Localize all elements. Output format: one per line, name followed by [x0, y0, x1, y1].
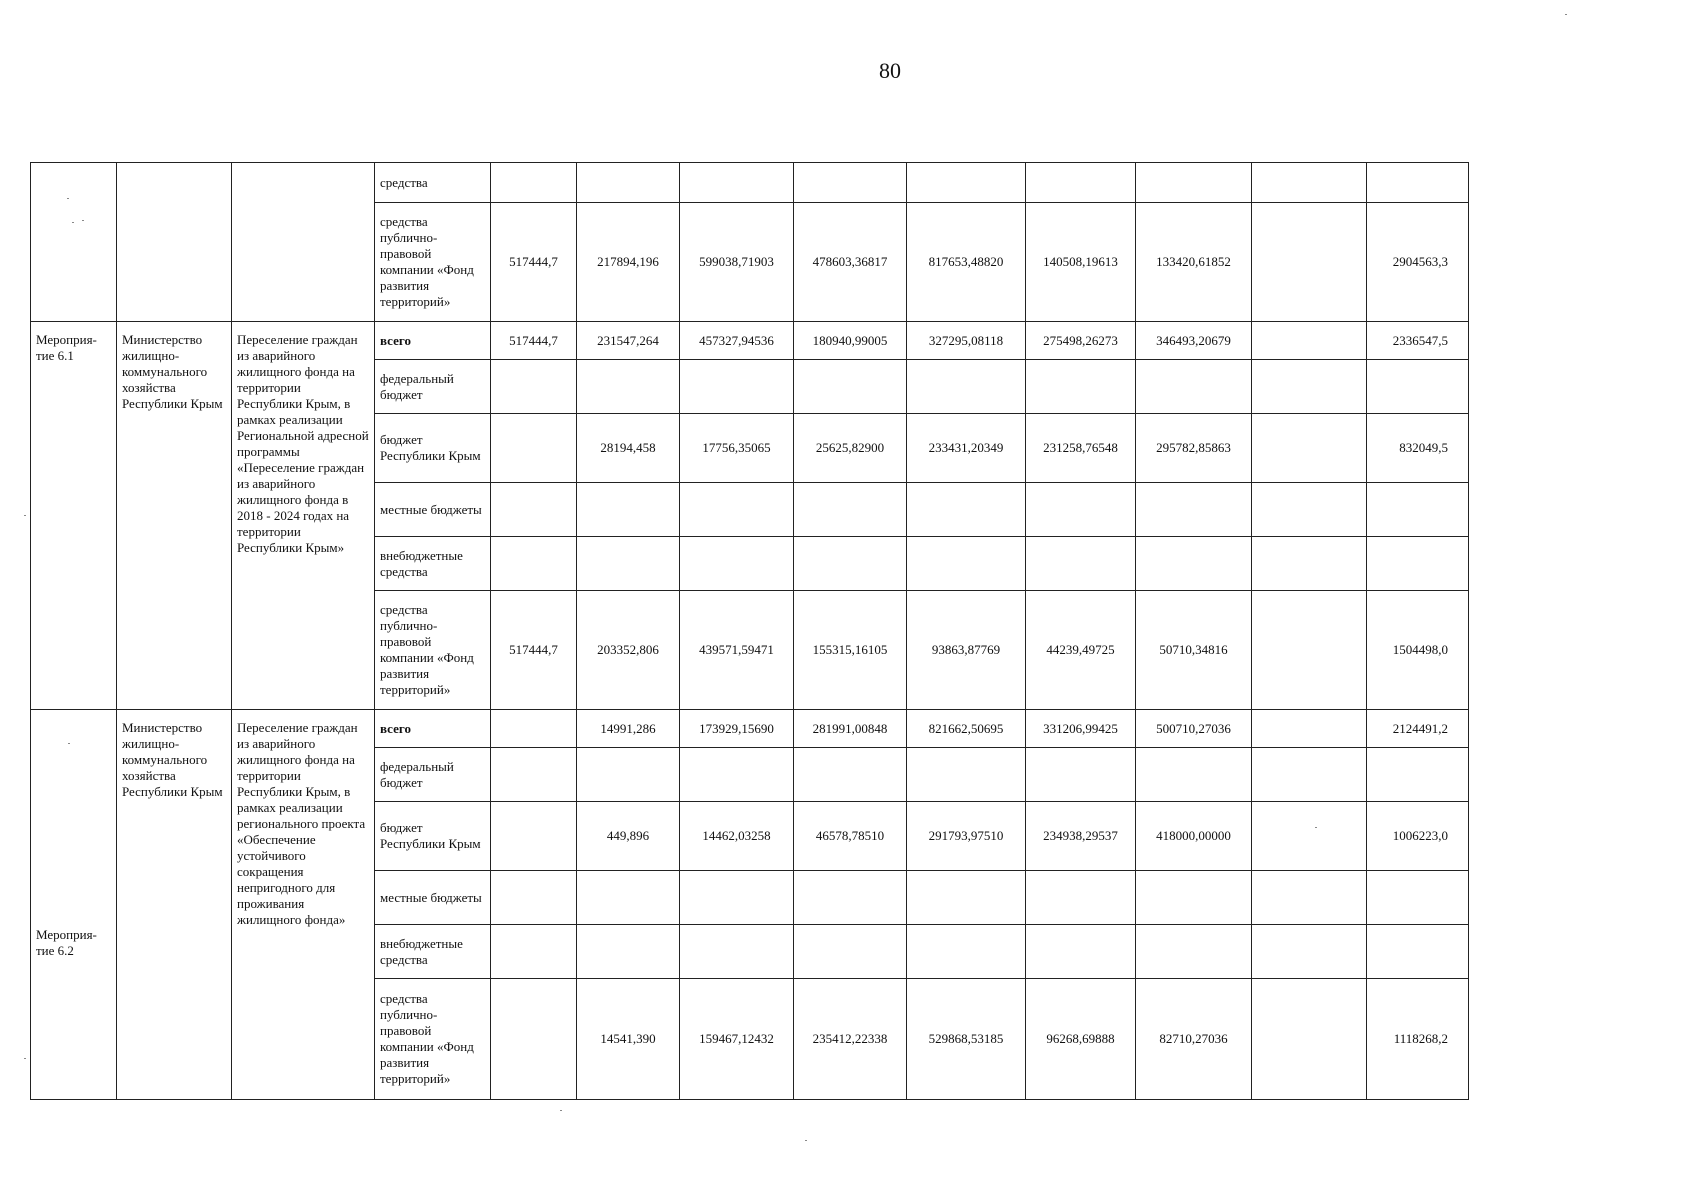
scan-speck [82, 220, 84, 221]
amount-cell [491, 710, 577, 748]
funding-source: средства публично-правовой компании «Фонд развития территорий» [375, 591, 491, 710]
amount-cell: 14991,286 [577, 710, 680, 748]
amount-cell: 418000,00000 [1136, 802, 1252, 871]
total-cell [1367, 163, 1469, 203]
funding-source: местные бюджеты [375, 483, 491, 537]
amount-cell: 234938,29537 [1026, 802, 1136, 871]
amount-cell: 46578,78510 [794, 802, 907, 871]
measure-label: Мероприя-тие 6.1 [31, 322, 117, 710]
amount-cell: 159467,12432 [680, 979, 794, 1100]
amount-cell: 17756,35065 [680, 414, 794, 483]
amount-cell [491, 802, 577, 871]
amount-cell [794, 925, 907, 979]
funding-source: местные бюджеты [375, 871, 491, 925]
amount-cell [1136, 483, 1252, 537]
total-cell: 832049,5 [1367, 414, 1469, 483]
total-cell: 1504498,0 [1367, 591, 1469, 710]
total-cell [1367, 483, 1469, 537]
amount-cell: 517444,7 [491, 591, 577, 710]
total-cell [1367, 871, 1469, 925]
amount-cell [680, 360, 794, 414]
amount-cell [1026, 163, 1136, 203]
amount-cell [907, 537, 1026, 591]
amount-cell [491, 537, 577, 591]
funding-source: внебюджетные средства [375, 925, 491, 979]
amount-cell [907, 748, 1026, 802]
amount-cell: 275498,26273 [1026, 322, 1136, 360]
amount-cell [1026, 537, 1136, 591]
scan-speck [560, 1110, 562, 1111]
total-cell: 1006223,0 [1367, 802, 1469, 871]
amount-cell: 14462,03258 [680, 802, 794, 871]
total-cell [1367, 537, 1469, 591]
amount-cell [491, 979, 577, 1100]
page-number: 80 [879, 58, 901, 83]
total-cell [1367, 748, 1469, 802]
amount-cell: 96268,69888 [1026, 979, 1136, 1100]
amount-cell [794, 483, 907, 537]
amount-cell: 14541,390 [577, 979, 680, 1100]
amount-cell [794, 537, 907, 591]
amount-cell: 93863,87769 [907, 591, 1026, 710]
amount-cell: 500710,27036 [1136, 710, 1252, 748]
amount-cell: 281991,00848 [794, 710, 907, 748]
amount-cell [577, 748, 680, 802]
funding-source: бюджет Республики Крым [375, 802, 491, 871]
amount-cell: 173929,15690 [680, 710, 794, 748]
amount-cell: 817653,48820 [907, 203, 1026, 322]
scan-speck [67, 198, 69, 199]
amount-cell: 82710,27036 [1136, 979, 1252, 1100]
table-body [31, 163, 1673, 1100]
amount-cell [577, 483, 680, 537]
amount-cell: 140508,19613 [1026, 203, 1136, 322]
funding-source: внебюджетные средства [375, 537, 491, 591]
amount-cell [1136, 360, 1252, 414]
amount-cell [1252, 414, 1367, 483]
amount-cell [1026, 360, 1136, 414]
amount-cell: 457327,94536 [680, 322, 794, 360]
amount-cell [794, 748, 907, 802]
amount-cell [491, 414, 577, 483]
amount-cell: 439571,59471 [680, 591, 794, 710]
amount-cell [1026, 871, 1136, 925]
amount-cell: 478603,36817 [794, 203, 907, 322]
amount-cell: 529868,53185 [907, 979, 1026, 1100]
measure-description: Переселение граждан из аварийного жилищного фонда на территории Республики Крым, в рамках реализации регионального проекта «Обеспечение устойчивого сокращения непригодного для проживания жилищного фонда» [232, 710, 375, 1100]
total-cell: 1118268,2 [1367, 979, 1469, 1100]
measure-label: Мероприя-тие 6.2 [31, 710, 117, 1100]
amount-cell [491, 360, 577, 414]
amount-cell [1252, 591, 1367, 710]
amount-cell [907, 360, 1026, 414]
funding-source: бюджет Республики Крым [375, 414, 491, 483]
amount-cell [1026, 925, 1136, 979]
amount-cell [1026, 748, 1136, 802]
amount-cell: 155315,16105 [794, 591, 907, 710]
amount-cell: 231258,76548 [1026, 414, 1136, 483]
amount-cell: 217894,196 [577, 203, 680, 322]
amount-cell [491, 925, 577, 979]
amount-cell [1252, 710, 1367, 748]
amount-cell: 517444,7 [491, 322, 577, 360]
amount-cell: 346493,20679 [1136, 322, 1252, 360]
amount-cell [794, 360, 907, 414]
funding-source: всего [375, 710, 491, 748]
label-cell [31, 163, 117, 322]
amount-cell [1136, 925, 1252, 979]
amount-cell [577, 537, 680, 591]
amount-cell [680, 925, 794, 979]
amount-cell: 28194,458 [577, 414, 680, 483]
amount-cell [491, 483, 577, 537]
amount-cell: 291793,97510 [907, 802, 1026, 871]
description-cell [232, 163, 375, 322]
table-row [31, 163, 1673, 203]
amount-cell [1252, 979, 1367, 1100]
funding-source: федеральный бюджет [375, 748, 491, 802]
funding-source: средства публично-правовой компании «Фонд развития территорий» [375, 203, 491, 322]
amount-cell [1252, 871, 1367, 925]
amount-cell: 599038,71903 [680, 203, 794, 322]
amount-cell [794, 163, 907, 203]
amount-cell [1026, 483, 1136, 537]
amount-cell: 295782,85863 [1136, 414, 1252, 483]
total-cell [1367, 360, 1469, 414]
scan-speck [1565, 14, 1567, 15]
amount-cell: 203352,806 [577, 591, 680, 710]
measure-description: Переселение граждан из аварийного жилищного фонда на территории Республики Крым, в рамках реализации Региональной адресной программы «Переселение граждан из аварийного жилищного фонда в 2018 - 2024 годах на территории Республики Крым» [232, 322, 375, 710]
amount-cell [680, 537, 794, 591]
scan-speck [72, 222, 74, 223]
funding-source: средства [375, 163, 491, 203]
scan-speck [805, 1140, 807, 1141]
amount-cell [1252, 483, 1367, 537]
funding-source: федеральный бюджет [375, 360, 491, 414]
total-cell: 2336547,5 [1367, 322, 1469, 360]
amount-cell [577, 360, 680, 414]
funding-source: средства публично-правовой компании «Фонд развития территорий» [375, 979, 491, 1100]
amount-cell [1252, 925, 1367, 979]
amount-cell: 331206,99425 [1026, 710, 1136, 748]
budget-table [30, 162, 1673, 1100]
scan-speck [68, 743, 70, 744]
amount-cell [907, 483, 1026, 537]
amount-cell: 517444,7 [491, 203, 577, 322]
amount-cell [1252, 802, 1367, 871]
funding-source: всего [375, 322, 491, 360]
scan-speck [24, 1058, 26, 1059]
amount-cell [1252, 163, 1367, 203]
amount-cell: 133420,61852 [1136, 203, 1252, 322]
table-row [31, 710, 1673, 748]
amount-cell: 231547,264 [577, 322, 680, 360]
total-cell: 2124491,2 [1367, 710, 1469, 748]
amount-cell [1136, 537, 1252, 591]
amount-cell: 235412,22338 [794, 979, 907, 1100]
amount-cell: 25625,82900 [794, 414, 907, 483]
amount-cell [907, 871, 1026, 925]
amount-cell [491, 871, 577, 925]
amount-cell [680, 163, 794, 203]
amount-cell [491, 748, 577, 802]
amount-cell [1136, 748, 1252, 802]
executor-cell [117, 163, 232, 322]
amount-cell [1252, 322, 1367, 360]
amount-cell [907, 925, 1026, 979]
executor: Министерство жилищно-коммунального хозяйства Республики Крым [117, 710, 232, 1100]
amount-cell [1252, 360, 1367, 414]
amount-cell [577, 163, 680, 203]
amount-cell [577, 871, 680, 925]
amount-cell: 233431,20349 [907, 414, 1026, 483]
amount-cell [680, 748, 794, 802]
amount-cell [794, 871, 907, 925]
amount-cell [577, 925, 680, 979]
amount-cell [907, 163, 1026, 203]
amount-cell: 449,896 [577, 802, 680, 871]
total-cell: 2904563,3 [1367, 203, 1469, 322]
amount-cell [1252, 203, 1367, 322]
scan-speck [24, 515, 26, 516]
amount-cell [491, 163, 577, 203]
executor: Министерство жилищно-коммунального хозяйства Республики Крым [117, 322, 232, 710]
amount-cell [1252, 748, 1367, 802]
amount-cell: 821662,50695 [907, 710, 1026, 748]
amount-cell [680, 483, 794, 537]
total-cell [1367, 925, 1469, 979]
amount-cell: 44239,49725 [1026, 591, 1136, 710]
amount-cell [1136, 871, 1252, 925]
amount-cell [680, 871, 794, 925]
scan-speck [1315, 827, 1317, 828]
amount-cell [1136, 163, 1252, 203]
amount-cell: 327295,08118 [907, 322, 1026, 360]
table-row [31, 322, 1673, 360]
amount-cell [1252, 537, 1367, 591]
amount-cell: 50710,34816 [1136, 591, 1252, 710]
amount-cell: 180940,99005 [794, 322, 907, 360]
